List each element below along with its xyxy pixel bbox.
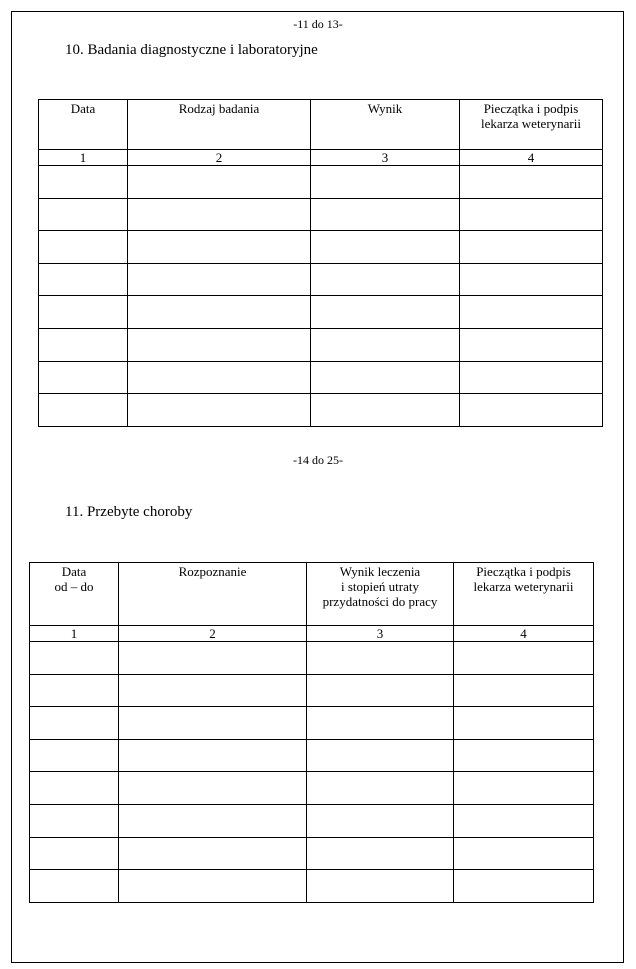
empty-cell[interactable] bbox=[119, 707, 307, 740]
column-number-row bbox=[30, 626, 594, 642]
diagnostic-tests-table bbox=[38, 99, 603, 427]
empty-cell[interactable] bbox=[311, 296, 460, 329]
empty-cell[interactable] bbox=[30, 772, 119, 805]
empty-cell[interactable] bbox=[311, 231, 460, 264]
empty-cell[interactable] bbox=[128, 296, 311, 329]
column-number: 1 bbox=[30, 626, 119, 642]
table-header-row bbox=[39, 100, 603, 150]
empty-cell[interactable] bbox=[460, 394, 603, 427]
empty-cell[interactable] bbox=[39, 394, 128, 427]
empty-cell[interactable] bbox=[307, 674, 454, 707]
empty-cell[interactable] bbox=[128, 361, 311, 394]
empty-cell[interactable] bbox=[311, 328, 460, 361]
empty-cell[interactable] bbox=[311, 361, 460, 394]
empty-cell[interactable] bbox=[30, 642, 119, 675]
column-number: 2 bbox=[128, 150, 311, 166]
table-row bbox=[39, 328, 603, 361]
column-header-test-type: Rodzaj badania bbox=[128, 100, 311, 150]
empty-cell[interactable] bbox=[119, 739, 307, 772]
empty-cell[interactable] bbox=[460, 231, 603, 264]
column-header-stamp-signature: Pieczątka i podpis lekarza weterynarii bbox=[460, 100, 603, 150]
column-header-date-range: Data od – do bbox=[30, 563, 119, 626]
empty-cell[interactable] bbox=[39, 231, 128, 264]
empty-cell[interactable] bbox=[454, 804, 594, 837]
table-row bbox=[30, 707, 594, 740]
table-row bbox=[30, 837, 594, 870]
table-row bbox=[39, 263, 603, 296]
table-row bbox=[30, 674, 594, 707]
empty-cell[interactable] bbox=[307, 804, 454, 837]
table-row bbox=[30, 642, 594, 675]
table-row bbox=[30, 870, 594, 903]
empty-cell[interactable] bbox=[460, 198, 603, 231]
empty-cell[interactable] bbox=[454, 707, 594, 740]
empty-cell[interactable] bbox=[307, 870, 454, 903]
empty-cell[interactable] bbox=[119, 642, 307, 675]
page-marker-middle: -14 do 25- bbox=[293, 453, 343, 467]
empty-cell[interactable] bbox=[30, 870, 119, 903]
section-10-heading: 10. Badania diagnostyczne i laboratoryjne bbox=[65, 42, 318, 58]
column-header-diagnosis: Rozpoznanie bbox=[119, 563, 307, 626]
empty-cell[interactable] bbox=[307, 642, 454, 675]
empty-cell[interactable] bbox=[460, 296, 603, 329]
table-row bbox=[30, 739, 594, 772]
empty-cell[interactable] bbox=[311, 263, 460, 296]
empty-cell[interactable] bbox=[454, 674, 594, 707]
empty-cell[interactable] bbox=[30, 739, 119, 772]
column-header-stamp-signature: Pieczątka i podpis lekarza weterynarii bbox=[454, 563, 594, 626]
empty-cell[interactable] bbox=[30, 707, 119, 740]
empty-cell[interactable] bbox=[30, 674, 119, 707]
empty-cell[interactable] bbox=[39, 296, 128, 329]
column-header-result: Wynik bbox=[311, 100, 460, 150]
empty-cell[interactable] bbox=[460, 328, 603, 361]
table-row bbox=[30, 772, 594, 805]
empty-cell[interactable] bbox=[39, 361, 128, 394]
empty-cell[interactable] bbox=[30, 837, 119, 870]
page-marker-top: -11 do 13- bbox=[293, 17, 343, 31]
empty-cell[interactable] bbox=[311, 198, 460, 231]
empty-cell[interactable] bbox=[128, 198, 311, 231]
column-header-treatment-result: Wynik leczenia i stopień utraty przydatności do pracy bbox=[307, 563, 454, 626]
empty-cell[interactable] bbox=[39, 328, 128, 361]
empty-cell[interactable] bbox=[307, 739, 454, 772]
empty-cell[interactable] bbox=[311, 394, 460, 427]
table-header-row bbox=[30, 563, 594, 626]
empty-cell[interactable] bbox=[311, 166, 460, 199]
table-row bbox=[39, 296, 603, 329]
empty-cell[interactable] bbox=[454, 642, 594, 675]
empty-cell[interactable] bbox=[454, 739, 594, 772]
empty-cell[interactable] bbox=[307, 837, 454, 870]
table-row bbox=[39, 394, 603, 427]
empty-cell[interactable] bbox=[39, 198, 128, 231]
empty-cell[interactable] bbox=[128, 166, 311, 199]
table-row bbox=[39, 361, 603, 394]
empty-cell[interactable] bbox=[307, 707, 454, 740]
column-number: 3 bbox=[311, 150, 460, 166]
table-row bbox=[39, 231, 603, 264]
empty-cell[interactable] bbox=[307, 772, 454, 805]
table-row bbox=[39, 166, 603, 199]
table-row bbox=[39, 198, 603, 231]
empty-cell[interactable] bbox=[128, 328, 311, 361]
empty-cell[interactable] bbox=[119, 870, 307, 903]
empty-cell[interactable] bbox=[460, 166, 603, 199]
column-number: 4 bbox=[460, 150, 603, 166]
empty-cell[interactable] bbox=[119, 804, 307, 837]
empty-cell[interactable] bbox=[454, 772, 594, 805]
empty-cell[interactable] bbox=[39, 166, 128, 199]
empty-cell[interactable] bbox=[454, 837, 594, 870]
empty-cell[interactable] bbox=[30, 804, 119, 837]
past-diseases-table bbox=[29, 562, 594, 903]
empty-cell[interactable] bbox=[119, 837, 307, 870]
empty-cell[interactable] bbox=[128, 231, 311, 264]
column-header-date: Data bbox=[39, 100, 128, 150]
empty-cell[interactable] bbox=[454, 870, 594, 903]
column-number: 1 bbox=[39, 150, 128, 166]
column-number: 3 bbox=[307, 626, 454, 642]
section-11-heading: 11. Przebyte choroby bbox=[65, 504, 193, 520]
column-number: 4 bbox=[454, 626, 594, 642]
empty-cell[interactable] bbox=[128, 394, 311, 427]
column-number: 2 bbox=[119, 626, 307, 642]
column-number-row bbox=[39, 150, 603, 166]
empty-cell[interactable] bbox=[119, 772, 307, 805]
empty-cell[interactable] bbox=[39, 263, 128, 296]
table-row bbox=[30, 804, 594, 837]
empty-cell[interactable] bbox=[119, 674, 307, 707]
empty-cell[interactable] bbox=[128, 263, 311, 296]
empty-cell[interactable] bbox=[460, 263, 603, 296]
empty-cell[interactable] bbox=[460, 361, 603, 394]
